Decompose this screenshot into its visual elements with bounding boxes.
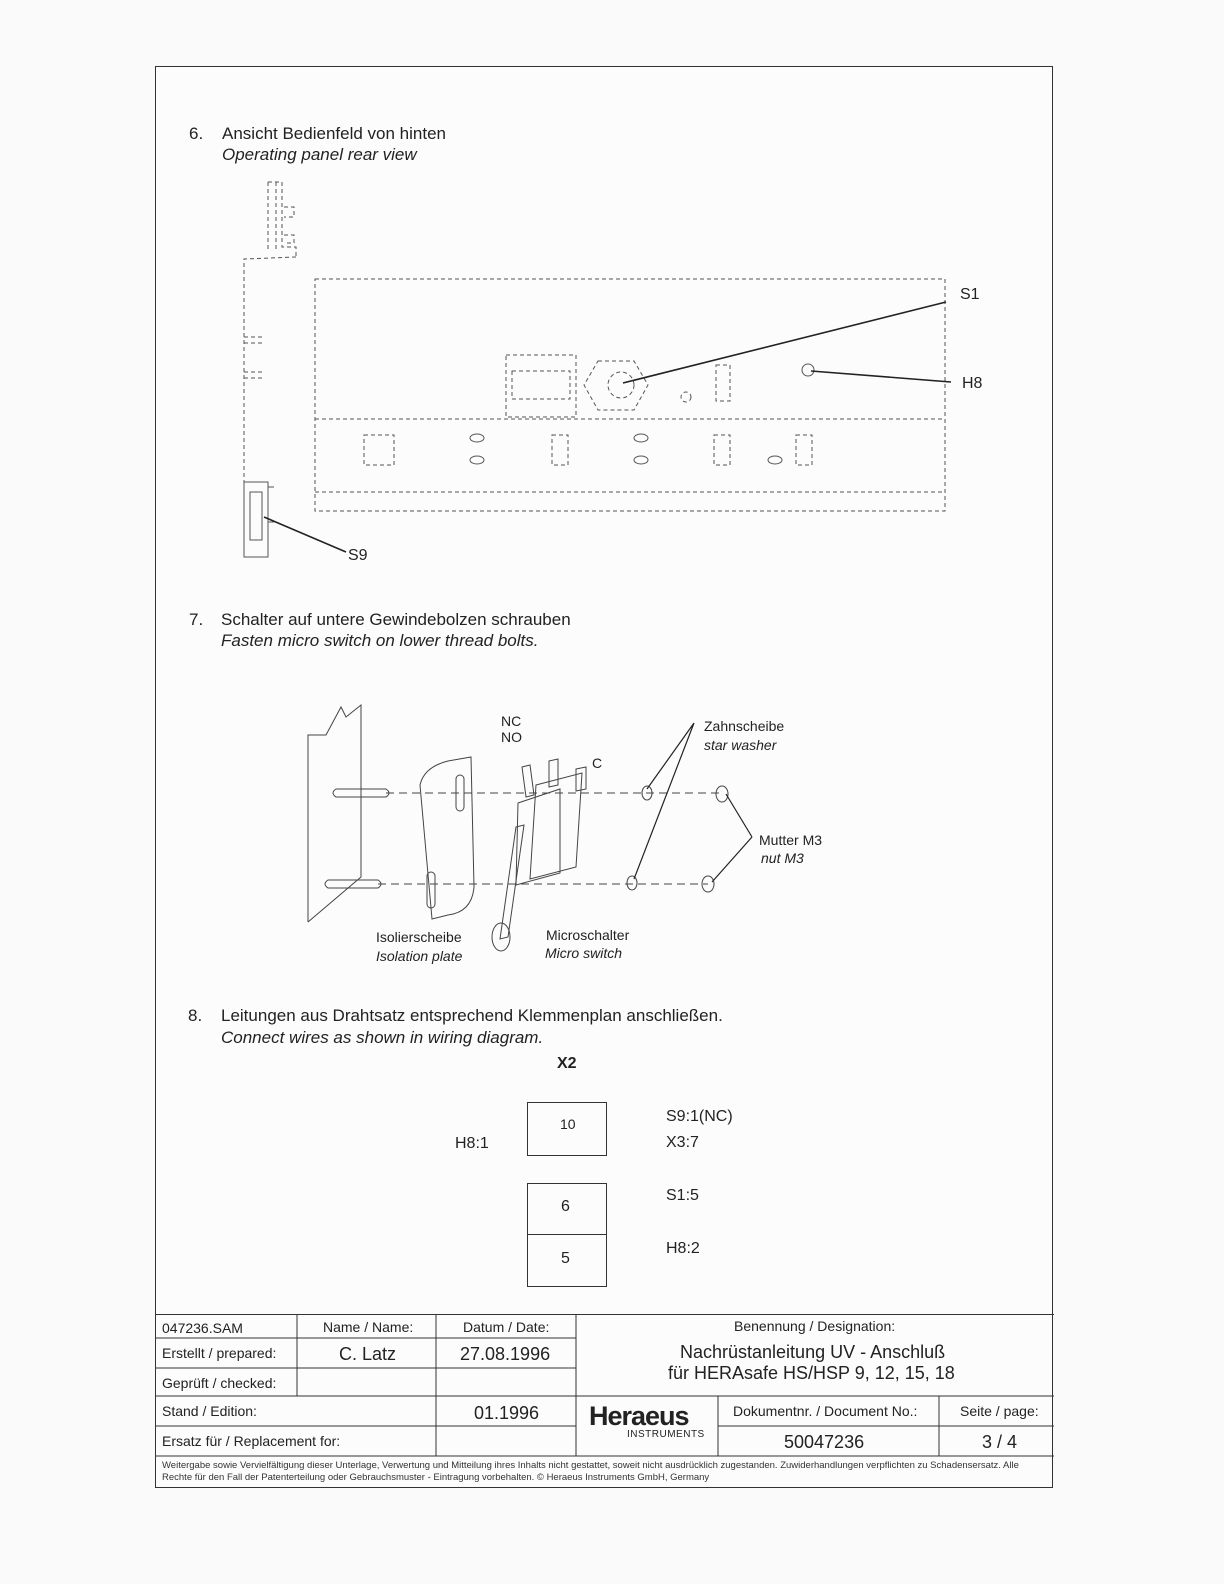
nc-label: NC (501, 713, 522, 729)
micro-switch-label-de: Microschalter (546, 927, 630, 943)
designation-line-2: für HERAsafe HS/HSP 9, 12, 15, 18 (668, 1363, 955, 1383)
step8-title-en: Connect wires as shown in wiring diagram. (221, 1028, 544, 1047)
step7-title-en: Fasten micro switch on lower thread bolts. (221, 631, 539, 650)
checked-label: Geprüft / checked: (162, 1375, 277, 1391)
terminal-5-number: 5 (561, 1250, 570, 1267)
designation-header: Benennung / Designation: (734, 1318, 896, 1334)
drawing-sheet (155, 66, 1053, 1488)
prepared-date: 27.08.1996 (460, 1344, 551, 1364)
nut-label-en: nut M3 (761, 850, 804, 866)
name-header: Name / Name: (323, 1319, 414, 1335)
wire-h8-2: H8:2 (666, 1240, 700, 1257)
h8-label: H8 (962, 375, 983, 392)
file-name: 047236.SAM (162, 1320, 243, 1336)
heraeus-logo-sub: INSTRUMENTS (627, 1429, 705, 1440)
isolation-plate-label-de: Isolierscheibe (376, 929, 462, 945)
document-no-header: Dokumentnr. / Document No.: (733, 1403, 918, 1419)
document-no: 50047236 (784, 1432, 865, 1452)
s1-label: S1 (960, 286, 980, 303)
copyright-notice: Weitergabe sowie Vervielfältigung dieser Unterlage, Verwertung und Mitteilung ihres Inhalts nicht gestattet, soweit nicht ausdrücklich zugestanden. Zuwiderhandlungen verpflichten zu Schadensersatz. Alle Rechte für den Fall der Patenterteilung oder Gebrauchsmuster - Eintragung vorbehalten. © Heraeus Instruments GmbH, Germany (162, 1460, 1019, 1483)
terminal-block-title: X2 (557, 1055, 577, 1072)
step6-number: 6. (189, 124, 204, 143)
prepared-label: Erstellt / prepared: (162, 1345, 277, 1361)
no-label: NO (501, 729, 522, 745)
terminal-6-number: 6 (561, 1198, 570, 1215)
wire-x3-7: X3:7 (666, 1134, 699, 1151)
step7-title-de: Schalter auf untere Gewindebolzen schrauben (221, 610, 571, 629)
replacement-label: Ersatz für / Replacement for: (162, 1433, 341, 1449)
micro-switch-label-en: Micro switch (545, 945, 623, 961)
s9-label: S9 (348, 547, 368, 564)
terminal-10 (527, 1102, 607, 1156)
nut-leaders (712, 794, 752, 882)
star-washer-label-de: Zahnscheibe (704, 718, 785, 734)
terminal-6 (527, 1183, 607, 1235)
step7-number: 7. (189, 610, 204, 629)
page-number: 3 / 4 (982, 1432, 1018, 1452)
step8-title-de: Leitungen aus Drahtsatz entsprechend Klemmenplan anschließen. (221, 1006, 723, 1025)
edition-label: Stand / Edition: (162, 1403, 257, 1419)
isolation-plate-label-en: Isolation plate (376, 948, 463, 964)
date-header: Datum / Date: (463, 1319, 550, 1335)
heraeus-logo: Heraeus (589, 1401, 689, 1431)
page-header: Seite / page: (960, 1403, 1039, 1419)
wire-s9-1-nc: S9:1(NC) (666, 1108, 733, 1125)
terminal-5 (527, 1234, 607, 1287)
title-block (156, 1314, 1054, 1487)
c-label: C (592, 755, 603, 771)
step8-number: 8. (188, 1006, 203, 1025)
step6-title-de: Ansicht Bedienfeld von hinten (222, 124, 446, 143)
designation-line-1: Nachrüstanleitung UV - Anschluß (680, 1342, 946, 1362)
nut-label-de: Mutter M3 (759, 832, 823, 848)
wire-s1-5: S1:5 (666, 1187, 699, 1204)
edition-value: 01.1996 (474, 1403, 540, 1423)
terminal-10-number: 10 (560, 1116, 576, 1132)
star-washer-label-en: star washer (704, 737, 777, 753)
wire-h8-1: H8:1 (455, 1135, 489, 1152)
prepared-name: C. Latz (339, 1344, 397, 1364)
micro-switch-assembly-drawing (156, 67, 1054, 987)
star-washer-leaders (634, 723, 694, 879)
step6-title-en: Operating panel rear view (222, 145, 417, 164)
